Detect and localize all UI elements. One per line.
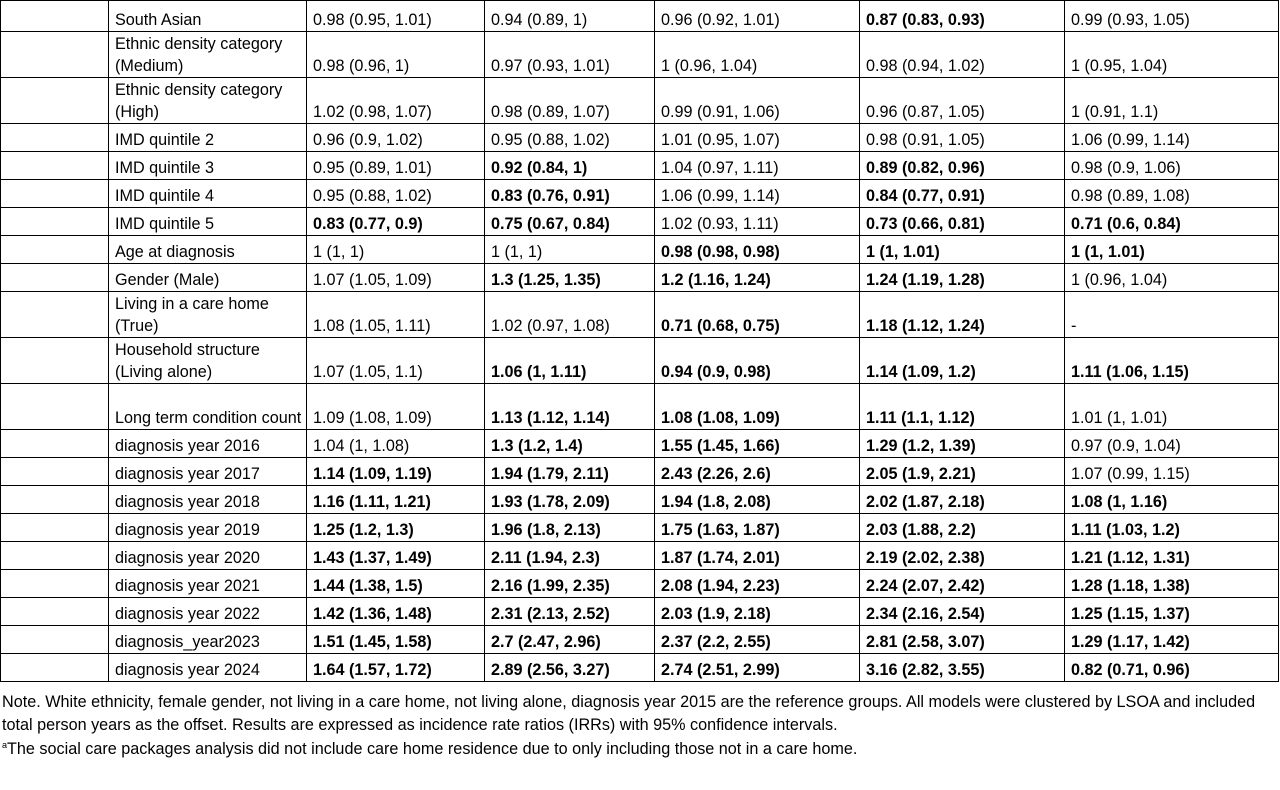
irr-value-cell: 1.93 (1.78, 2.09) — [485, 486, 655, 514]
irr-value-cell: 2.19 (2.02, 2.38) — [860, 542, 1065, 570]
irr-value-cell: 2.16 (1.99, 2.35) — [485, 570, 655, 598]
irr-value-cell: 2.89 (2.56, 3.27) — [485, 654, 655, 682]
table-row — [1, 292, 1279, 338]
irr-value-cell: 1.51 (1.45, 1.58) — [307, 626, 485, 654]
row-label: IMD quintile 5 — [109, 208, 307, 236]
table-row — [1, 124, 1279, 152]
footnote — [2, 738, 1272, 761]
irr-value-cell: 0.98 (0.91, 1.05) — [860, 124, 1065, 152]
table-row — [1, 654, 1279, 682]
irr-value-cell: 1.96 (1.8, 2.13) — [485, 514, 655, 542]
irr-value-cell: 2.43 (2.26, 2.6) — [655, 458, 860, 486]
irr-value-cell: 0.94 (0.89, 1) — [485, 1, 655, 32]
irr-value-cell: 2.7 (2.47, 2.96) — [485, 626, 655, 654]
row-label: diagnosis year 2022 — [109, 598, 307, 626]
row-spacer-cell — [1, 514, 109, 542]
irr-value-cell: 1.25 (1.2, 1.3) — [307, 514, 485, 542]
irr-value-cell: 0.97 (0.9, 1.04) — [1065, 430, 1279, 458]
irr-value-cell: 0.96 (0.92, 1.01) — [655, 1, 860, 32]
irr-value-cell: 1.2 (1.16, 1.24) — [655, 264, 860, 292]
row-spacer-cell — [1, 338, 109, 384]
row-label: Ethnic density category (Medium) — [109, 32, 307, 78]
row-spacer-cell — [1, 180, 109, 208]
row-spacer-cell — [1, 486, 109, 514]
irr-value-cell: 1.21 (1.12, 1.31) — [1065, 542, 1279, 570]
footnote-text: The social care packages analysis did not include care home residence due to only including those not in a care home. — [7, 740, 858, 758]
row-spacer-cell — [1, 458, 109, 486]
row-spacer-cell — [1, 124, 109, 152]
table-row — [1, 570, 1279, 598]
irr-value-cell: 0.99 (0.93, 1.05) — [1065, 1, 1279, 32]
irr-value-cell: 0.98 (0.94, 1.02) — [860, 32, 1065, 78]
irr-value-cell: 0.71 (0.68, 0.75) — [655, 292, 860, 338]
row-spacer-cell — [1, 654, 109, 682]
table-row — [1, 208, 1279, 236]
table-row — [1, 1, 1279, 32]
row-spacer-cell — [1, 32, 109, 78]
irr-value-cell: 2.05 (1.9, 2.21) — [860, 458, 1065, 486]
row-spacer-cell — [1, 430, 109, 458]
irr-value-cell: 0.98 (0.96, 1) — [307, 32, 485, 78]
row-label: IMD quintile 3 — [109, 152, 307, 180]
row-label: diagnosis year 2018 — [109, 486, 307, 514]
irr-value-cell: 0.98 (0.98, 0.98) — [655, 236, 860, 264]
irr-value-cell: 0.96 (0.9, 1.02) — [307, 124, 485, 152]
irr-value-cell: 1.94 (1.79, 2.11) — [485, 458, 655, 486]
row-spacer-cell — [1, 570, 109, 598]
row-spacer-cell — [1, 626, 109, 654]
irr-value-cell: 1.24 (1.19, 1.28) — [860, 264, 1065, 292]
irr-value-cell: 2.02 (1.87, 2.18) — [860, 486, 1065, 514]
row-label: diagnosis year 2017 — [109, 458, 307, 486]
irr-value-cell: 1.28 (1.18, 1.38) — [1065, 570, 1279, 598]
irr-value-cell: 0.98 (0.9, 1.06) — [1065, 152, 1279, 180]
irr-value-cell: 0.97 (0.93, 1.01) — [485, 32, 655, 78]
irr-value-cell: 2.31 (2.13, 2.52) — [485, 598, 655, 626]
irr-value-cell: 0.95 (0.89, 1.01) — [307, 152, 485, 180]
row-spacer-cell — [1, 384, 109, 430]
table-row — [1, 626, 1279, 654]
irr-value-cell: 2.11 (1.94, 2.3) — [485, 542, 655, 570]
irr-value-cell: 0.82 (0.71, 0.96) — [1065, 654, 1279, 682]
row-label: Age at diagnosis — [109, 236, 307, 264]
irr-value-cell: 1.02 (0.98, 1.07) — [307, 78, 485, 124]
irr-value-cell: 1.43 (1.37, 1.49) — [307, 542, 485, 570]
irr-value-cell: 1.29 (1.2, 1.39) — [860, 430, 1065, 458]
irr-value-cell: 0.98 (0.89, 1.08) — [1065, 180, 1279, 208]
irr-value-cell: 1.07 (1.05, 1.09) — [307, 264, 485, 292]
irr-value-cell: 1.25 (1.15, 1.37) — [1065, 598, 1279, 626]
irr-value-cell: 0.75 (0.67, 0.84) — [485, 208, 655, 236]
irr-value-cell: 0.99 (0.91, 1.06) — [655, 78, 860, 124]
irr-value-cell: 1.07 (1.05, 1.1) — [307, 338, 485, 384]
irr-value-cell: 0.73 (0.66, 0.81) — [860, 208, 1065, 236]
irr-value-cell: 1.06 (0.99, 1.14) — [655, 180, 860, 208]
row-spacer-cell — [1, 264, 109, 292]
irr-value-cell: 1.08 (1, 1.16) — [1065, 486, 1279, 514]
irr-value-cell: 1.29 (1.17, 1.42) — [1065, 626, 1279, 654]
row-spacer-cell — [1, 542, 109, 570]
row-spacer-cell — [1, 208, 109, 236]
irr-value-cell: 1.11 (1.1, 1.12) — [860, 384, 1065, 430]
irr-value-cell: 0.89 (0.82, 0.96) — [860, 152, 1065, 180]
table-row — [1, 152, 1279, 180]
table-row — [1, 542, 1279, 570]
irr-value-cell: 1.11 (1.06, 1.15) — [1065, 338, 1279, 384]
irr-value-cell: 2.03 (1.9, 2.18) — [655, 598, 860, 626]
irr-value-cell: - — [1065, 292, 1279, 338]
irr-value-cell: 0.96 (0.87, 1.05) — [860, 78, 1065, 124]
irr-value-cell: 1.08 (1.05, 1.11) — [307, 292, 485, 338]
irr-value-cell: 2.34 (2.16, 2.54) — [860, 598, 1065, 626]
irr-value-cell: 0.84 (0.77, 0.91) — [860, 180, 1065, 208]
row-label: Long term condition count — [109, 384, 307, 430]
irr-value-cell: 1 (1, 1) — [485, 236, 655, 264]
irr-value-cell: 1.09 (1.08, 1.09) — [307, 384, 485, 430]
row-label: diagnosis_year2023 — [109, 626, 307, 654]
irr-value-cell: 1.55 (1.45, 1.66) — [655, 430, 860, 458]
irr-value-cell: 1.42 (1.36, 1.48) — [307, 598, 485, 626]
row-label: diagnosis year 2016 — [109, 430, 307, 458]
row-spacer-cell — [1, 78, 109, 124]
irr-value-cell: 2.81 (2.58, 3.07) — [860, 626, 1065, 654]
irr-value-cell: 1 (0.96, 1.04) — [1065, 264, 1279, 292]
irr-value-cell: 1.06 (1, 1.11) — [485, 338, 655, 384]
row-spacer-cell — [1, 236, 109, 264]
irr-value-cell: 0.71 (0.6, 0.84) — [1065, 208, 1279, 236]
irr-value-cell: 1.02 (0.93, 1.11) — [655, 208, 860, 236]
irr-value-cell: 1 (1, 1) — [307, 236, 485, 264]
irr-value-cell: 1.18 (1.12, 1.24) — [860, 292, 1065, 338]
irr-value-cell: 2.37 (2.2, 2.55) — [655, 626, 860, 654]
irr-value-cell: 1.14 (1.09, 1.19) — [307, 458, 485, 486]
irr-value-cell: 1.13 (1.12, 1.14) — [485, 384, 655, 430]
irr-value-cell: 1.94 (1.8, 2.08) — [655, 486, 860, 514]
irr-value-cell: 1 (0.91, 1.1) — [1065, 78, 1279, 124]
row-label: Household structure (Living alone) — [109, 338, 307, 384]
irr-value-cell: 1.02 (0.97, 1.08) — [485, 292, 655, 338]
irr-value-cell: 2.08 (1.94, 2.23) — [655, 570, 860, 598]
irr-value-cell: 0.95 (0.88, 1.02) — [485, 124, 655, 152]
irr-value-cell: 1.75 (1.63, 1.87) — [655, 514, 860, 542]
table-row — [1, 264, 1279, 292]
row-spacer-cell — [1, 292, 109, 338]
table-row — [1, 486, 1279, 514]
table-row — [1, 32, 1279, 78]
irr-value-cell: 1.64 (1.57, 1.72) — [307, 654, 485, 682]
row-label: Living in a care home (True) — [109, 292, 307, 338]
row-label: IMD quintile 4 — [109, 180, 307, 208]
irr-value-cell: 1.44 (1.38, 1.5) — [307, 570, 485, 598]
table-row — [1, 236, 1279, 264]
table-row — [1, 384, 1279, 430]
irr-value-cell: 3.16 (2.82, 3.55) — [860, 654, 1065, 682]
irr-value-cell: 1 (1, 1.01) — [1065, 236, 1279, 264]
irr-value-cell: 2.24 (2.07, 2.42) — [860, 570, 1065, 598]
irr-value-cell: 1.08 (1.08, 1.09) — [655, 384, 860, 430]
row-label: IMD quintile 2 — [109, 124, 307, 152]
table-row — [1, 78, 1279, 124]
irr-value-cell: 0.92 (0.84, 1) — [485, 152, 655, 180]
irr-value-cell: 0.95 (0.88, 1.02) — [307, 180, 485, 208]
note-text: Note. White ethnicity, female gender, not living in a care home, not living alone, diagnosis year 2015 are the reference groups. All models were clustered by LSOA and included total person years as the offset. Results are expressed as incidence rate ratios (IRRs) with 95% confidence intervals. — [2, 693, 1256, 734]
footnote-marker: a — [2, 740, 8, 750]
irr-value-cell: 1.04 (1, 1.08) — [307, 430, 485, 458]
table-row — [1, 514, 1279, 542]
table-body — [1, 1, 1279, 682]
irr-value-cell: 0.87 (0.83, 0.93) — [860, 1, 1065, 32]
irr-value-cell: 1.04 (0.97, 1.11) — [655, 152, 860, 180]
table-row — [1, 598, 1279, 626]
irr-value-cell: 0.83 (0.77, 0.9) — [307, 208, 485, 236]
table-row — [1, 430, 1279, 458]
irr-value-cell: 0.98 (0.89, 1.07) — [485, 78, 655, 124]
irr-value-cell: 1.01 (0.95, 1.07) — [655, 124, 860, 152]
irr-value-cell: 2.03 (1.88, 2.2) — [860, 514, 1065, 542]
row-spacer-cell — [1, 1, 109, 32]
row-label: diagnosis year 2020 — [109, 542, 307, 570]
row-label: diagnosis year 2019 — [109, 514, 307, 542]
irr-value-cell: 1.14 (1.09, 1.2) — [860, 338, 1065, 384]
row-spacer-cell — [1, 598, 109, 626]
table-row — [1, 338, 1279, 384]
row-label: Ethnic density category (High) — [109, 78, 307, 124]
row-label: diagnosis year 2024 — [109, 654, 307, 682]
table-row — [1, 458, 1279, 486]
irr-value-cell: 1 (0.96, 1.04) — [655, 32, 860, 78]
table-row — [1, 180, 1279, 208]
irr-value-cell: 1.11 (1.03, 1.2) — [1065, 514, 1279, 542]
irr-value-cell: 1 (0.95, 1.04) — [1065, 32, 1279, 78]
row-label: diagnosis year 2021 — [109, 570, 307, 598]
irr-value-cell: 0.98 (0.95, 1.01) — [307, 1, 485, 32]
irr-value-cell: 0.94 (0.9, 0.98) — [655, 338, 860, 384]
irr-value-cell: 1.16 (1.11, 1.21) — [307, 486, 485, 514]
irr-value-cell: 0.83 (0.76, 0.91) — [485, 180, 655, 208]
irr-value-cell: 1.06 (0.99, 1.14) — [1065, 124, 1279, 152]
irr-value-cell: 1.01 (1, 1.01) — [1065, 384, 1279, 430]
irr-value-cell: 1.07 (0.99, 1.15) — [1065, 458, 1279, 486]
table-notes — [2, 691, 1272, 761]
irr-value-cell: 1 (1, 1.01) — [860, 236, 1065, 264]
irr-value-cell: 1.87 (1.74, 2.01) — [655, 542, 860, 570]
irr-value-cell: 1.3 (1.25, 1.35) — [485, 264, 655, 292]
irr-value-cell: 1.3 (1.2, 1.4) — [485, 430, 655, 458]
row-spacer-cell — [1, 152, 109, 180]
irr-value-cell: 2.74 (2.51, 2.99) — [655, 654, 860, 682]
row-label: Gender (Male) — [109, 264, 307, 292]
row-label: South Asian — [109, 1, 307, 32]
